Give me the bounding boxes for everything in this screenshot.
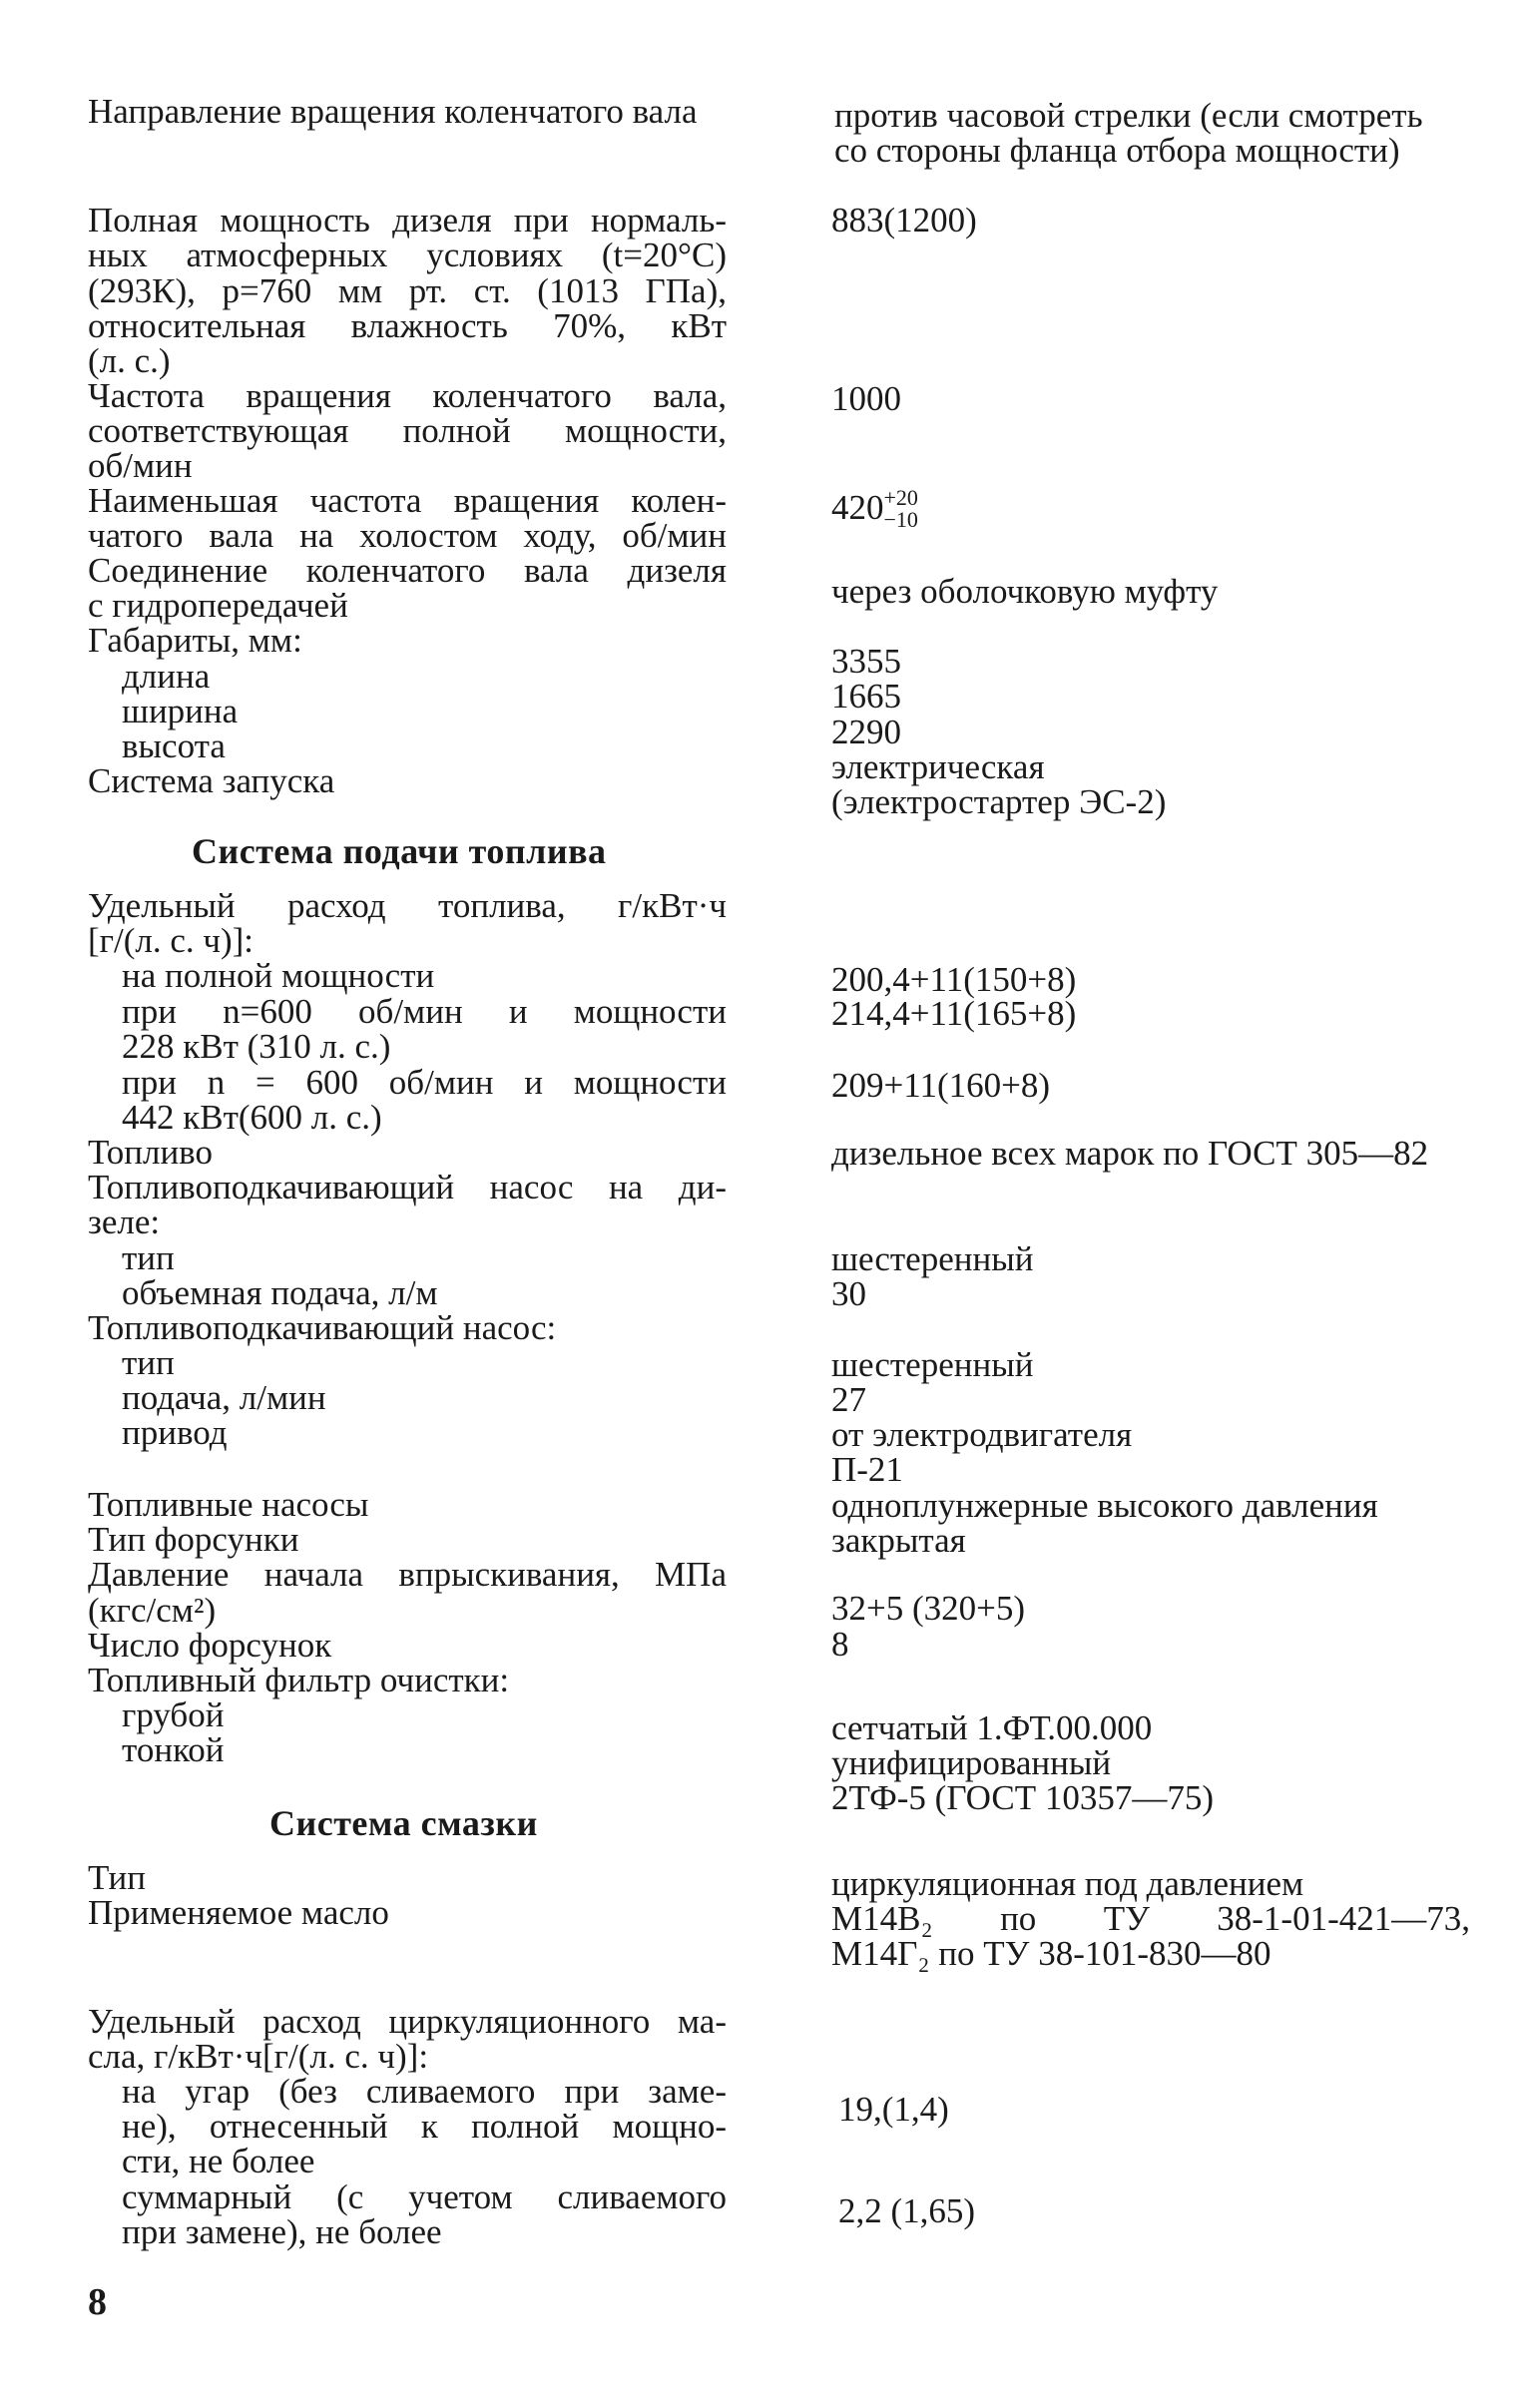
fuel-label-pump1-line2: зеле:	[88, 1203, 161, 1241]
fuel-value-pump2-drive-line1: от электродвигателя	[831, 1415, 1133, 1454]
spec-value-length: 3355	[831, 642, 901, 681]
fuel-label-filter: Топливный фильтр очистки:	[88, 1661, 510, 1699]
spec-label-dimensions: Габариты, мм:	[88, 621, 302, 660]
spec-label-power-line5: (л. с.)	[88, 341, 171, 380]
fuel-label-pump2-drive: привод	[122, 1413, 228, 1452]
fuel-label-injection-pumps: Топливные насосы	[88, 1485, 369, 1524]
fuel-value-n600a: 214,4+11(165+8)	[831, 994, 1077, 1033]
spec-label-speed-line2: соответствующая полной мощности,	[88, 411, 727, 450]
section-heading-lubrication-system: Система смазки	[269, 1803, 538, 1843]
spec-label-start-system: Система запуска	[88, 761, 335, 800]
fuel-value-injector-count: 8	[831, 1625, 849, 1664]
spec-value-height: 2290	[831, 713, 901, 751]
oil-label-consumption-line1: Удельный расход циркуляционного ма-	[88, 2002, 727, 2041]
fuel-value-full-power: 200,4+11(150+8)	[831, 960, 1077, 999]
fuel-label-injector-count: Число форсунок	[88, 1626, 332, 1665]
section-heading-fuel-system: Система подачи топлива	[192, 831, 607, 871]
spec-label-height: высота	[122, 726, 226, 765]
fuel-value-pump2-drive-line2: П-21	[831, 1450, 903, 1489]
oil-value-oil-line2: М14Г₂ по ТУ 38-101-830—80	[831, 1934, 1271, 1973]
spec-value-rotation-line2: со стороны фланца отбора мощности)	[834, 131, 1400, 170]
spec-label-speed-line1: Частота вращения коленчатого вала,	[88, 376, 727, 415]
fuel-label-full-power: на полной мощности	[122, 956, 435, 995]
spec-value-width: 1665	[831, 677, 901, 716]
fuel-value-filter-coarse: сетчатый 1.ФТ.00.000	[831, 1708, 1153, 1747]
fuel-value-filter-fine-line2: 2ТФ-5 (ГОСТ 10357—75)	[831, 1778, 1215, 1817]
oil-label-consumption-line2: сла, г/кВт·ч[г/(л. с. ч)]:	[88, 2037, 429, 2076]
fuel-value-pump2-flow: 27	[831, 1380, 866, 1419]
fuel-label-pump2-type: тип	[122, 1343, 175, 1382]
spec-value-coupling: через оболочковую муфту	[831, 572, 1219, 611]
spec-label-idle-line2: чатого вала на холостом ходу, об/мин	[88, 516, 727, 555]
spec-label-power-line4: относительная влажность 70%, кВт	[88, 306, 727, 345]
oil-label-type: Тип	[88, 1858, 146, 1897]
spec-value-speed: 1000	[831, 379, 901, 418]
fuel-value-pump1-type: шестеренный	[831, 1239, 1034, 1278]
spec-value-start-line2: (электростартер ЭС-2)	[831, 782, 1167, 821]
spec-label-width: ширина	[122, 692, 239, 730]
fuel-label-pump1-flow: объемная подача, л/м	[122, 1273, 438, 1312]
fuel-label-n600a-line2: 228 кВт (310 л. с.)	[122, 1027, 391, 1066]
oil-label-oil: Применяемое масло	[88, 1893, 389, 1932]
fuel-label-pump1-type: тип	[122, 1238, 175, 1277]
fuel-label-n600b-line1: при n = 600 об/мин и мощности	[122, 1063, 727, 1102]
fuel-label-sfc-line2: [г/(л. с. ч)]:	[88, 921, 254, 960]
fuel-label-pressure-line2: (кгс/см²)	[88, 1591, 217, 1630]
fuel-label-filter-coarse: грубой	[122, 1695, 225, 1734]
spec-label-idle-line1: Наименьшая частота вращения колен-	[88, 481, 727, 520]
spec-label-speed-line3: об/мин	[88, 446, 193, 485]
page-number: 8	[88, 2281, 107, 2323]
spec-label-length: длина	[122, 657, 211, 696]
spec-value-idle	[831, 485, 1490, 533]
oil-label-burn-line2: не), отнесенный к полной мощно-	[122, 2107, 727, 2146]
fuel-value-pump2-type: шестеренный	[831, 1345, 1034, 1384]
fuel-value-pump1-flow: 30	[831, 1274, 866, 1313]
oil-value-burn: 19,(1,4)	[838, 2090, 949, 2129]
spec-label-coupling-line2: с гидропередачей	[88, 586, 348, 625]
fuel-value-filter-fine-line1: унифицированный	[831, 1743, 1112, 1782]
fuel-label-pump2: Топливоподкачивающий насос:	[88, 1308, 557, 1347]
idle-tolerance-lower: −10	[883, 507, 918, 532]
spec-label-power-line3: (293К), р=760 мм рт. ст. (1013 ГПа),	[88, 271, 727, 310]
oil-label-total-line1: суммарный (с учетом сливаемого	[122, 2177, 727, 2216]
spec-label-coupling-line1: Соединение коленчатого вала дизеля	[88, 551, 727, 590]
oil-label-burn-line3: сти, не более	[122, 2142, 315, 2180]
spec-value-power: 883(1200)	[831, 201, 977, 240]
oil-value-total: 2,2 (1,65)	[838, 2191, 976, 2230]
fuel-label-pump1-line1: Топливоподкачивающий насос на ди-	[88, 1168, 727, 1206]
fuel-value-fuel: дизельное всех марок по ГОСТ 305—82	[831, 1134, 1429, 1173]
fuel-label-fuel: Топливо	[88, 1133, 213, 1172]
oil-value-oil-line1: М14В₂ по ТУ 38-1-01-421—73,	[831, 1899, 1470, 1938]
fuel-label-filter-fine: тонкой	[122, 1730, 225, 1769]
spec-value-rotation-line1: против часовой стрелки (если смотреть	[834, 96, 1423, 135]
fuel-label-n600b-line2: 442 кВт(600 л. с.)	[122, 1098, 382, 1137]
spec-label-power-line2: ных атмосферных условиях (t=20°С)	[88, 236, 727, 274]
fuel-label-injector-type: Тип форсунки	[88, 1520, 299, 1559]
fuel-label-n600a-line1: при n=600 об/мин и мощности	[122, 992, 727, 1031]
spec-label-rotation: Направление вращения коленчатого вала	[88, 92, 698, 131]
fuel-value-injection-pumps: одноплунжерные высокого давления	[831, 1486, 1378, 1525]
idle-tolerance	[883, 485, 930, 533]
spec-label-power-line1: Полная мощность дизеля при нормаль-	[88, 201, 727, 240]
spec-value-start-line1: электрическая	[831, 747, 1045, 786]
fuel-value-injector-type: закрытая	[831, 1521, 966, 1560]
idle-value-base: 420	[831, 488, 884, 528]
fuel-label-pump2-flow: подача, л/мин	[122, 1378, 326, 1417]
oil-value-type: циркуляционная под давлением	[831, 1864, 1304, 1903]
fuel-label-pressure-line1: Давление начала впрыскивания, МПа	[88, 1555, 727, 1594]
oil-label-total-line2: при замене), не более	[122, 2212, 442, 2251]
fuel-label-sfc-line1: Удельный расход топлива, г/кВт·ч	[88, 886, 727, 925]
fuel-value-n600b: 209+11(160+8)	[831, 1066, 1050, 1105]
fuel-value-pressure: 32+5 (320+5)	[831, 1589, 1026, 1628]
idle-tolerance-upper: +20	[883, 485, 918, 510]
oil-label-burn-line1: на угар (без сливаемого при заме-	[122, 2072, 727, 2111]
